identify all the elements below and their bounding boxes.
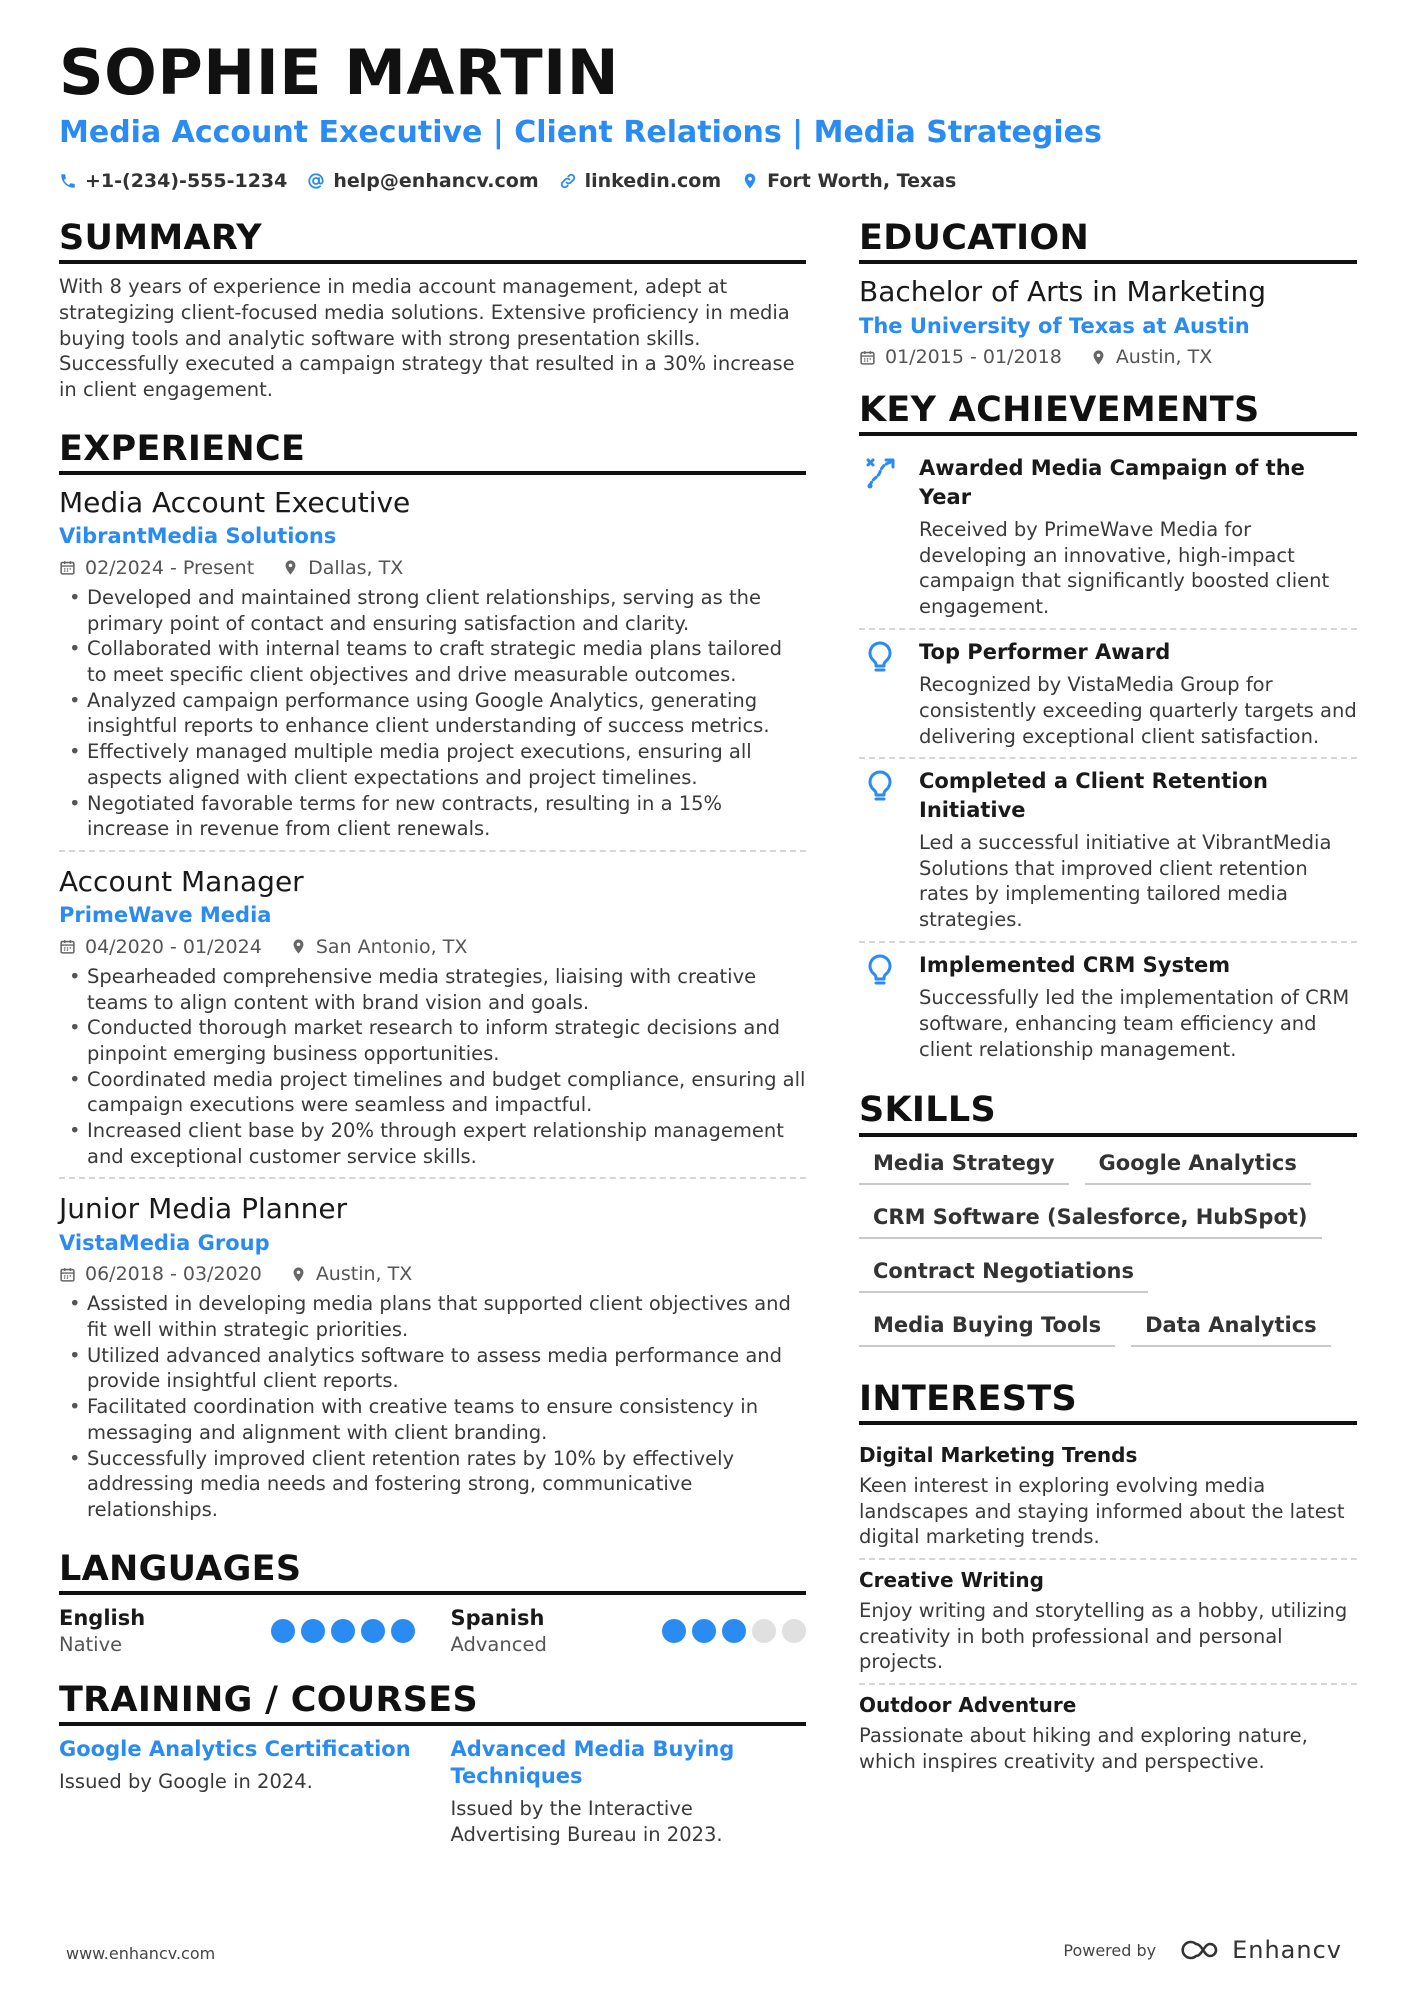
education-location-text: Austin, TX — [1115, 346, 1213, 369]
training-name: Advanced Media Buying Techniques — [450, 1736, 735, 1788]
training-desc: Issued by Google in 2024. — [59, 1769, 313, 1793]
rating-dot-filled — [301, 1619, 325, 1643]
language-item — [451, 1605, 807, 1658]
achievement-desc: Led a successful initiative at VibrantMedia Solutions that improved client retention rates by implementing tailored media strategies. — [919, 831, 1332, 932]
education-dates — [859, 346, 1062, 368]
link-icon — [559, 172, 577, 190]
candidate-name: SOPHIE MARTIN — [59, 36, 620, 109]
rating-dot-empty — [752, 1619, 776, 1643]
languages-title: LANGUAGES — [59, 1549, 806, 1595]
location-pin-icon — [1090, 349, 1107, 366]
job-entry — [59, 1191, 806, 1530]
contact-bar — [59, 170, 956, 192]
bullet-item: • Successfully improved client retention rates by 10% by effectively addressing media needs and fostering strong, communicative relationships. — [59, 1446, 806, 1523]
language-level: Native — [59, 1633, 123, 1657]
powered-by-label: Powered by — [1063, 1940, 1157, 1960]
interests-section — [859, 1379, 1357, 1783]
contact-location — [741, 170, 956, 192]
location-pin-icon — [741, 172, 759, 190]
achievement-title: Completed a Client Retention Initiative — [919, 769, 1268, 822]
job-location-text: Austin, TX — [315, 1263, 413, 1286]
summary-text: With 8 years of experience in media account management, adept at strategizing client-focused media solutions. Extensive proficiency in media buying tools and analytic software with strong presentation skills. Successfully executed a campaign strategy that resulted in a 30% increase in client engagement. — [59, 275, 795, 402]
linkedin-text: linkedin.com — [584, 170, 722, 192]
training-title: TRAINING / COURSES — [59, 1680, 806, 1726]
email-text: help@enhancv.com — [333, 170, 539, 192]
training-item — [451, 1736, 807, 1847]
language-level: Advanced — [450, 1633, 547, 1657]
bullet-item: • Assisted in developing media plans that supported client objectives and fit well within strategic priorities. — [59, 1291, 806, 1342]
job-bullets — [59, 1291, 806, 1522]
bullet-item: • Analyzed campaign performance using Google Analytics, generating insightful reports to enhance client understanding of success metrics. — [59, 688, 806, 739]
skill-tag: Data Analytics — [1131, 1309, 1331, 1347]
job-location-text: Dallas, TX — [308, 556, 404, 579]
achievement-body — [919, 454, 1357, 620]
education-location — [1090, 346, 1212, 368]
skill-tag: Media Strategy — [859, 1147, 1069, 1185]
bullet-item: • Utilized advanced analytics software to assess media performance and provide insightful client reports. — [59, 1343, 806, 1394]
job-location — [290, 1263, 412, 1285]
right-column — [859, 218, 1357, 1782]
rating-dot-empty — [782, 1619, 806, 1643]
skill-tag: Media Buying Tools — [859, 1309, 1115, 1347]
language-item — [59, 1605, 415, 1658]
education-section — [859, 218, 1357, 368]
achievements-title: KEY ACHIEVEMENTS — [859, 390, 1357, 436]
achievements-section — [859, 390, 1357, 1070]
bullet-item: • Effectively managed multiple media project executions, ensuring all aspects aligned with client expectations and project timelines. — [59, 739, 806, 790]
brand-logo[interactable] — [1176, 1936, 1342, 1964]
experience-section — [59, 429, 806, 1531]
bullet-item: • Negotiated favorable terms for new contracts, resulting in a 15% increase in revenue from client renewals. — [59, 791, 806, 842]
bullet-item: • Increased client base by 20% through expert relationship management and exceptional customer service skills. — [59, 1118, 806, 1169]
rating-dot-filled — [662, 1619, 686, 1643]
job-meta — [59, 936, 806, 958]
rating-dot-filled — [331, 1619, 355, 1643]
languages-list — [59, 1605, 806, 1658]
headline: Media Account Executive | Client Relations | Media Strategies — [59, 115, 1102, 150]
interest-desc: Enjoy writing and storytelling as a hobby, utilizing creativity in both professional and personal projects. — [859, 1598, 1348, 1674]
experience-title: EXPERIENCE — [59, 429, 806, 475]
footer-branding — [1063, 1936, 1342, 1964]
bullet-item: • Facilitated coordination with creative teams to ensure consistency in messaging and alignment with client branding. — [59, 1394, 806, 1445]
bullet-item: • Spearheaded comprehensive media strategies, liaising with creative teams to align content with brand vision and goals. — [59, 964, 806, 1015]
left-column — [59, 218, 806, 1847]
training-name: Google Analytics Certification — [59, 1736, 411, 1761]
at-icon — [307, 172, 325, 190]
contact-linkedin[interactable] — [559, 170, 722, 192]
training-desc: Issued by the Interactive Advertising Bureau in 2023. — [450, 1796, 723, 1846]
contact-email[interactable] — [307, 170, 538, 192]
job-dates — [59, 936, 262, 958]
skills-list — [859, 1147, 1357, 1347]
brand-name: Enhancv — [1232, 1936, 1342, 1964]
achievement-desc: Recognized by VistaMedia Group for consistently exceeding quarterly targets and delivering exceptional client satisfaction. — [919, 673, 1357, 748]
job-dates — [59, 1263, 262, 1285]
language-info — [451, 1605, 547, 1658]
training-item — [59, 1736, 415, 1847]
job-dates-text: 04/2020 - 01/2024 — [85, 935, 262, 958]
rating-dot-filled — [361, 1619, 385, 1643]
location-pin-icon — [290, 938, 307, 955]
training-list — [59, 1736, 806, 1847]
calendar-icon — [59, 1266, 76, 1283]
bullet-item: • Developed and maintained strong client relationships, serving as the primary point of contact and ensuring satisfaction and clarity. — [59, 585, 806, 636]
achievement-body — [919, 638, 1357, 749]
job-location — [282, 557, 403, 579]
phone-text: +1-(234)-555-1234 — [85, 170, 288, 192]
footer-website[interactable]: www.enhancv.com — [66, 1944, 216, 1963]
job-title: Account Manager — [59, 864, 304, 898]
rating-dot-filled — [692, 1619, 716, 1643]
language-rating — [271, 1619, 415, 1643]
achievement-desc: Successfully led the implementation of CRM software, enhancing team efficiency and client relationship management. — [919, 986, 1350, 1061]
lightbulb-icon — [864, 640, 896, 674]
job-meta — [59, 557, 806, 579]
interest-title: Digital Marketing Trends — [859, 1442, 1138, 1467]
training-section — [59, 1680, 806, 1848]
rating-dot-filled — [271, 1619, 295, 1643]
languages-section — [59, 1549, 806, 1658]
interests-title: INTERESTS — [859, 1379, 1357, 1425]
location-text: Fort Worth, Texas — [767, 170, 957, 192]
strategy-arrow-icon — [864, 456, 896, 490]
interest-item — [859, 1685, 1357, 1782]
achievement-body — [919, 767, 1357, 933]
skill-tag: CRM Software (Salesforce, HubSpot) — [859, 1201, 1322, 1239]
location-pin-icon — [290, 1266, 307, 1283]
skills-title: SKILLS — [859, 1090, 1357, 1136]
achievement-item — [859, 630, 1357, 759]
degree-title: Bachelor of Arts in Marketing — [859, 275, 1267, 309]
skills-section — [859, 1090, 1357, 1346]
interest-item — [859, 1560, 1357, 1685]
job-title: Junior Media Planner — [59, 1192, 348, 1226]
skill-tag: Contract Negotiations — [859, 1255, 1148, 1293]
company-name: PrimeWave Media — [59, 903, 272, 928]
calendar-icon — [59, 559, 76, 576]
job-bullets — [59, 964, 806, 1170]
interest-desc: Passionate about hiking and exploring nature, which inspires creativity and perspective. — [859, 1724, 1308, 1773]
company-name: VibrantMedia Solutions — [59, 524, 337, 549]
school-name: The University of Texas at Austin — [859, 313, 1250, 338]
achievement-title: Awarded Media Campaign of the Year — [919, 456, 1305, 509]
lightbulb-icon — [864, 769, 896, 803]
company-name: VistaMedia Group — [59, 1230, 270, 1255]
achievement-title: Top Performer Award — [919, 639, 1171, 664]
education-title: EDUCATION — [859, 218, 1357, 264]
job-location — [290, 936, 468, 958]
language-rating — [662, 1619, 806, 1643]
summary-section — [59, 218, 806, 403]
job-entry — [59, 485, 806, 852]
interest-title: Outdoor Adventure — [859, 1693, 1077, 1718]
calendar-icon — [59, 938, 76, 955]
job-dates-text: 02/2024 - Present — [85, 556, 255, 579]
language-info — [59, 1605, 145, 1658]
bullet-item: • Collaborated with internal teams to craft strategic media plans tailored to meet specific client objectives and drive measurable outcomes. — [59, 636, 806, 687]
interest-item — [859, 1435, 1357, 1560]
achievement-item — [859, 446, 1357, 630]
rating-dot-filled — [722, 1619, 746, 1643]
job-dates — [59, 557, 254, 579]
job-dates-text: 06/2018 - 03/2020 — [85, 1263, 262, 1286]
achievement-body — [919, 951, 1357, 1062]
contact-phone[interactable] — [59, 170, 287, 192]
interest-title: Creative Writing — [859, 1567, 1044, 1592]
enhancv-logo-icon — [1176, 1936, 1224, 1964]
achievement-item — [859, 759, 1357, 943]
job-title: Media Account Executive — [59, 486, 411, 520]
education-meta — [859, 346, 1357, 368]
language-name: English — [59, 1605, 146, 1630]
calendar-icon — [859, 349, 876, 366]
bullet-item: • Coordinated media project timelines and budget compliance, ensuring all campaign executions were seamless and impactful. — [59, 1067, 806, 1118]
rating-dot-filled — [391, 1619, 415, 1643]
job-meta — [59, 1263, 806, 1285]
job-location-text: San Antonio, TX — [315, 935, 468, 958]
job-entry — [59, 864, 806, 1180]
bullet-item: • Conducted thorough market research to inform strategic decisions and pinpoint emerging business opportunities. — [59, 1015, 806, 1066]
achievement-item — [859, 943, 1357, 1070]
interest-desc: Keen interest in exploring evolving media landscapes and staying informed about the latest digital marketing trends. — [859, 1473, 1345, 1549]
job-bullets — [59, 585, 806, 842]
location-pin-icon — [282, 559, 299, 576]
lightbulb-icon — [864, 953, 896, 987]
language-name: Spanish — [450, 1605, 545, 1630]
summary-title: SUMMARY — [59, 218, 806, 264]
phone-icon — [59, 172, 77, 190]
achievement-title: Implemented CRM System — [919, 952, 1231, 977]
skill-tag: Google Analytics — [1085, 1147, 1311, 1185]
achievement-desc: Received by PrimeWave Media for developing an innovative, high-impact campaign that significantly boosted client engagement. — [919, 518, 1330, 619]
education-dates-text: 01/2015 - 01/2018 — [885, 346, 1062, 369]
